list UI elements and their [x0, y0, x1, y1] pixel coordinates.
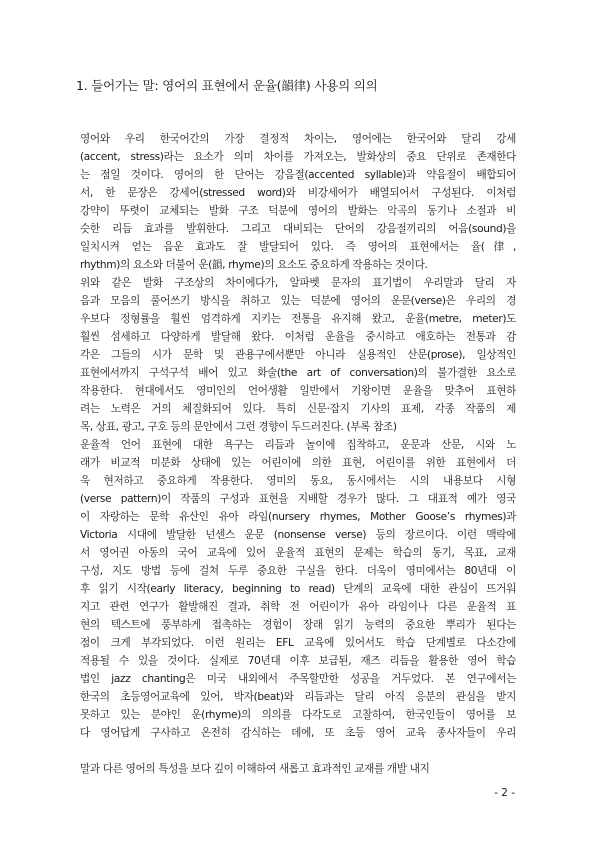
body-text [80, 130, 516, 778]
section-heading: 1. 들어가는 말: 영어의 표현에서 운율(韻律) 사용의 의의 [76, 78, 378, 93]
body-line: 려는 노력은 거의 체질화되어 있다. 특히 신문·잡지 기사의 표제, 각종 작품의 제 [80, 403, 516, 415]
body-line: 구성, 지도 방법 등에 걸쳐 두루 중요한 구실을 한다. 더욱이 영미에서는 80년대 이 [80, 565, 516, 577]
body-line: (verse pattern)이 작품의 구성과 표현을 지배할 경우가 많다. 그 대표적 예가 영국 [80, 493, 516, 505]
paragraph-gap [80, 742, 516, 760]
body-line: 작용한다. 현대에서도 영미인의 언어생활 일반에서 기왕이면 운율을 맞추어 표현하 [80, 385, 516, 397]
body-line: rhythm)의 요소와 더불어 운(韻, rhyme)의 요소도 중요하게 작용하는 것이다. [80, 259, 428, 271]
body-line: 일치시켜 얻는 음운 효과도 잘 발달되어 있다. 즉 영어의 표현에서는 율(律, [80, 241, 516, 253]
body-line: 슷한 리듬 효과를 발휘한다. 그리고 대비되는 단어의 강음절끼리의 어음(sound)을 [80, 223, 516, 235]
body-line: 훨씬 섬세하고 다양하게 발달해 왔다. 이처럼 운율을 중시하고 애호하는 전통과 감 [80, 331, 516, 343]
body-line: 표현에서까지 구석구석 배어 있고 화술(the art of conversation)의 불가결한 요소로 [80, 367, 516, 379]
body-line: 지고 관련 연구가 활발해진 결과, 취학 전 어린이가 유아 라임이나 다른 운율적 표 [80, 601, 516, 613]
body-line: 서, 한 문장은 강세어(stressed word)와 비강세어가 배열되어서 구성된다. 이처럼 [80, 187, 516, 199]
body-line: 다 영어답게 구사하고 온전히 감식하는 데에, 또 초등 영어 교육 종사자들이 우리 [80, 727, 516, 739]
body-line: 이 자랑하는 문학 유산인 유아 라임(nursery rhymes, Mother Goose’s rhymes)과 [80, 511, 516, 523]
body-line: 점이 크게 부각되었다. 이런 원리는 EFL 교육에 있어서도 학습 단계별로 다소간에 [80, 637, 516, 649]
body-line: 음과 모음의 풀어쓰기 방식을 취하고 있는 덕분에 영어의 운문(verse)은 우리의 경 [80, 295, 516, 307]
body-line: 강약이 뚜렷이 교체되는 발화 구조 덕분에 영어의 발화는 악곡의 동기나 소절과 비 [80, 205, 516, 217]
body-line: 각은 그들의 시가 문학 및 관용구에서뿐만 아니라 실용적인 산문(prose), 일상적인 [80, 349, 516, 361]
body-line: (accent, stress)라는 요소가 의미 차이를 가져오는, 발화상의 중요 단위로 존재한다 [80, 151, 516, 163]
body-line: 욱 현저하고 중요하게 작용한다. 영미의 동요, 동시에서는 시의 내용보다 시형 [80, 475, 516, 487]
body-line: 는 점일 것이다. 영어의 한 단어는 강음절(accented syllable)과 약음절이 배합되어 [80, 169, 516, 181]
body-line: Victoria 시대에 발달한 넌센스 운문 (nonsense verse) 등의 장르이다. 이런 맥락에 [80, 529, 516, 541]
body-line: 목, 상표, 광고, 구호 등의 문안에서 그런 경향이 두드러진다. (부록 참조) [80, 421, 397, 433]
body-line: 래가 비교적 미분화 상태에 있는 어린이에 의한 표현, 어린이를 위한 표현에서 더 [80, 457, 516, 469]
body-line: 적용될 수 있을 것이다. 실제로 70년대 이후 보급된, 재즈 리듬을 활용한 영어 학습 [80, 655, 516, 667]
page-number: - 2 - [494, 787, 515, 799]
body-line: 후 읽기 시작(early literacy, beginning to read) 단계의 교육에 대한 관심이 뜨거워 [80, 583, 516, 595]
body-line: 못하고 있는 분야인 운(rhyme)의 의의를 다각도로 고찰하여, 한국인들이 영어를 보 [80, 709, 516, 721]
body-line: 위와 같은 발화 구조상의 차이에다가, 알파벳 문자의 표기법이 우리말과 달리 자 [80, 277, 516, 289]
body-line: 우보다 정형률을 훨씬 엄격하게 지키는 전통을 유지해 왔고, 운율(metre, meter)도 [80, 313, 516, 325]
body-line: 법인 jazz chanting은 미국 내외에서 주목할만한 성공을 거두었다. 본 연구에서는 [80, 673, 516, 685]
body-line: 운율적 언어 표현에 대한 욕구는 리듬과 놀이에 집착하고, 운문과 산문, 시와 노 [80, 439, 516, 451]
body-line: 현의 텍스트에 풍부하게 접촉하는 경험이 장래 읽기 능력의 중요한 뿌리가 된다는 [80, 619, 516, 631]
body-line: 한국의 초등영어교육에 있어, 박자(beat)와 리듬과는 달리 아직 응분의 관심을 받지 [80, 691, 516, 703]
body-line: 서 영어권 아동의 국어 교육에 있어 운율적 표현의 문제는 학습의 동기, 목표, 교재 [80, 547, 516, 559]
body-line: 영어와 우리 한국어간의 가장 결정적 차이는, 영어에는 한국어와 달리 강세 [80, 133, 516, 145]
body-line: 말과 다른 영어의 특성을 보다 깊이 이해하여 새롭고 효과적인 교재를 개발 내지 [80, 763, 430, 775]
